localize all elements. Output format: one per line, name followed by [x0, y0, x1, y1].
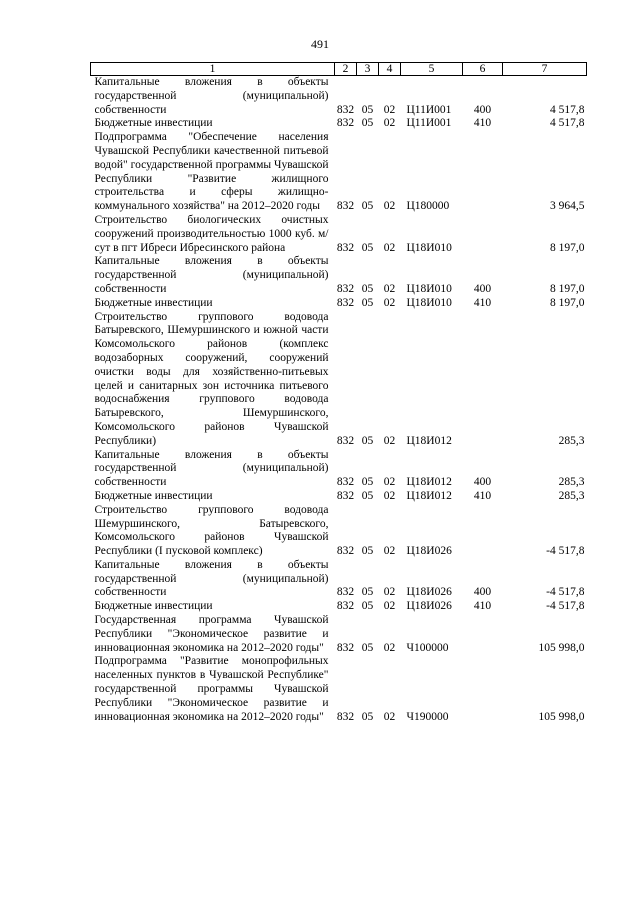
- row-admin-code: 832: [336, 434, 355, 447]
- row-subsection: 02: [383, 600, 396, 613]
- row-amount: 105 998,0: [538, 710, 585, 723]
- table-row: [91, 600, 587, 614]
- row-name: Бюджетные инвестиции: [94, 117, 213, 130]
- table-row: [91, 614, 587, 655]
- row-section: 05: [361, 489, 374, 502]
- row-target-item: Ц18И010: [406, 296, 452, 309]
- row-subsection: 02: [383, 586, 396, 599]
- row-expense-type: [463, 311, 503, 449]
- row-amount: 4 517,8: [550, 103, 585, 116]
- row-admin-code: 832: [336, 282, 355, 295]
- row-subsection: 02: [383, 282, 396, 295]
- row-amount: 285,3: [558, 476, 585, 489]
- row-expense-type: 410: [473, 489, 492, 502]
- row-admin-code: 832: [336, 710, 355, 723]
- row-target-item: Ц18И012: [406, 434, 452, 447]
- row-expense-type: 410: [473, 296, 492, 309]
- row-subsection: 02: [383, 641, 396, 654]
- row-target-item: Ц18И010: [406, 241, 452, 254]
- row-amount: 285,3: [558, 489, 585, 502]
- row-amount: -4 517,8: [546, 600, 585, 613]
- row-amount: 4 517,8: [550, 117, 585, 130]
- row-admin-code: 832: [336, 117, 355, 130]
- row-subsection: 02: [383, 710, 396, 723]
- row-section: 05: [361, 586, 374, 599]
- row-amount: 105 998,0: [538, 641, 585, 654]
- row-target-item: Ч190000: [406, 710, 449, 723]
- table-row: [91, 504, 587, 559]
- row-subsection: 02: [383, 489, 396, 502]
- table-row: [91, 311, 587, 449]
- row-target-item: Ц18И012: [406, 489, 452, 502]
- row-amount: 285,3: [558, 434, 585, 447]
- row-name: Бюджетные инвестиции: [94, 489, 213, 502]
- row-admin-code: 832: [336, 600, 355, 613]
- header-cell-1: 1: [91, 63, 335, 76]
- header-cell-4: 4: [379, 63, 401, 76]
- row-name: Капитальные вложения в объекты государственной (муниципальной) собственности: [94, 76, 329, 116]
- row-expense-type: [463, 214, 503, 255]
- row-amount: 8 197,0: [550, 282, 585, 295]
- row-target-item: Ц18И026: [406, 600, 452, 613]
- row-expense-type: 410: [473, 117, 492, 130]
- row-section: 05: [361, 710, 374, 723]
- row-target-item: Ц18И012: [406, 476, 452, 489]
- header-cell-7: 7: [503, 63, 587, 76]
- row-expense-type: [463, 504, 503, 559]
- row-name: Бюджетные инвестиции: [94, 600, 213, 613]
- row-expense-type: 400: [473, 103, 492, 116]
- row-name: Подпрограмма "Развитие монопрофильных населенных пунктов в Чувашской Республике" государственной программы Чувашской Республики "Экономическое развитие и инновационная экономика на 2012–2020 годы": [94, 655, 329, 723]
- row-amount: 3 964,5: [550, 200, 585, 213]
- table-row: [91, 559, 587, 600]
- row-expense-type: [463, 131, 503, 214]
- row-admin-code: 832: [336, 545, 355, 558]
- row-target-item: Ц11И001: [406, 117, 452, 130]
- row-name: Строительство группового водовода Батыревского, Шемуршинского и южной части Комсомольского районов (комплекс водозаборных сооружений, сооружений очистки воды для хозяйственно-питьевых целей и санитарных зон источника питьевого водоснабжения группового водовода Батыревского, Шемуршинского, Комсомольского районов Чувашской Республики): [94, 310, 329, 447]
- row-admin-code: 832: [336, 476, 355, 489]
- row-name: Строительство группового водовода Шемуршинского, Батыревского, Комсомольского районов Чувашской Республики (I пусковой комплекс): [94, 503, 329, 558]
- header-cell-3: 3: [357, 63, 379, 76]
- row-expense-type: 400: [473, 282, 492, 295]
- table-row: [91, 131, 587, 214]
- header-cell-2: 2: [335, 63, 357, 76]
- row-expense-type: [463, 614, 503, 655]
- row-subsection: 02: [383, 117, 396, 130]
- row-section: 05: [361, 282, 374, 295]
- row-admin-code: 832: [336, 296, 355, 309]
- row-section: 05: [361, 434, 374, 447]
- row-amount: -4 517,8: [546, 586, 585, 599]
- row-expense-type: 400: [473, 476, 492, 489]
- row-section: 05: [361, 117, 374, 130]
- row-name: Государственная программа Чувашской Республики "Экономическое развитие и инновационная экономика на 2012–2020 годы": [94, 614, 329, 654]
- row-amount: -4 517,8: [546, 545, 585, 558]
- table-header: [91, 63, 587, 76]
- row-admin-code: 832: [336, 641, 355, 654]
- row-admin-code: 832: [336, 241, 355, 254]
- table-body: [91, 76, 587, 725]
- row-section: 05: [361, 600, 374, 613]
- row-target-item: Ц11И001: [406, 103, 452, 116]
- table-row: [91, 117, 587, 131]
- row-admin-code: 832: [336, 489, 355, 502]
- row-section: 05: [361, 641, 374, 654]
- page-number: 491: [311, 37, 329, 51]
- row-section: 05: [361, 476, 374, 489]
- row-admin-code: 832: [336, 103, 355, 116]
- row-section: 05: [361, 296, 374, 309]
- row-admin-code: 832: [336, 200, 355, 213]
- table-row: [91, 255, 587, 296]
- row-name: Бюджетные инвестиции: [94, 296, 213, 309]
- table-row: [91, 214, 587, 255]
- row-name: Подпрограмма "Обеспечение населения Чувашской Республики качественной питьевой водой" государственной программы Чувашской Республики "Развитие жилищного строительства и сферы жилищно-коммунального хозяйства" на 2012–2020 годы: [94, 131, 329, 213]
- table-row: [91, 76, 587, 118]
- row-subsection: 02: [383, 434, 396, 447]
- header-cell-5: 5: [401, 63, 463, 76]
- budget-table: [90, 62, 587, 724]
- table-row: [91, 449, 587, 490]
- row-section: 05: [361, 200, 374, 213]
- row-section: 05: [361, 103, 374, 116]
- row-name: Капитальные вложения в объекты государственной (муниципальной) собственности: [94, 255, 329, 295]
- row-expense-type: 410: [473, 600, 492, 613]
- table-row: [91, 297, 587, 311]
- row-target-item: Ц180000: [406, 200, 450, 213]
- row-target-item: Ц18И026: [406, 586, 452, 599]
- row-subsection: 02: [383, 200, 396, 213]
- table-row: [91, 655, 587, 724]
- row-target-item: Ч100000: [406, 641, 449, 654]
- row-target-item: Ц18И010: [406, 282, 452, 295]
- row-subsection: 02: [383, 545, 396, 558]
- row-subsection: 02: [383, 103, 396, 116]
- row-amount: 8 197,0: [550, 296, 585, 309]
- row-expense-type: [463, 655, 503, 724]
- row-name: Капитальные вложения в объекты государственной (муниципальной) собственности: [94, 448, 329, 489]
- row-name: Капитальные вложения в объекты государственной (муниципальной) собственности: [94, 558, 329, 599]
- row-section: 05: [361, 241, 374, 254]
- row-section: 05: [361, 545, 374, 558]
- row-admin-code: 832: [336, 586, 355, 599]
- header-cell-6: 6: [463, 63, 503, 76]
- table-row: [91, 490, 587, 504]
- row-subsection: 02: [383, 476, 396, 489]
- row-target-item: Ц18И026: [406, 545, 452, 558]
- row-amount: 8 197,0: [550, 241, 585, 254]
- row-subsection: 02: [383, 296, 396, 309]
- row-expense-type: 400: [473, 586, 492, 599]
- row-name: Строительство биологических очистных сооружений производительностью 1000 куб. м/сут в пгт Ибреси Ибресинского района: [94, 213, 329, 254]
- row-subsection: 02: [383, 241, 396, 254]
